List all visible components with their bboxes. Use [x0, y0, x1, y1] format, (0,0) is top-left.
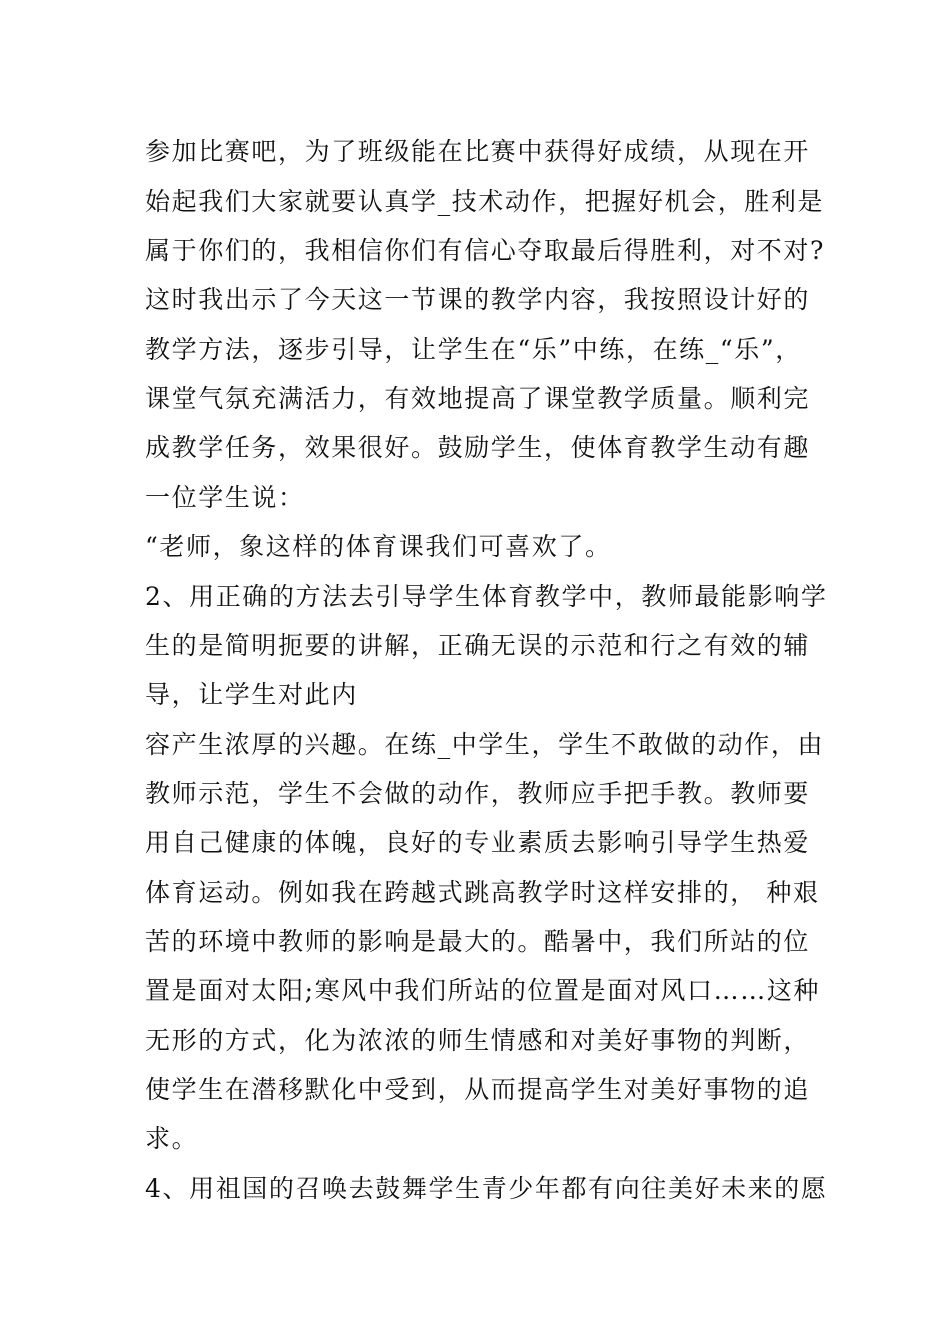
text-line: 求。 — [145, 1124, 199, 1153]
text-line: 使学生在潜移默化中受到，从而提高学生对美好事物的追 — [145, 1075, 811, 1104]
text-line: 教师示范，学生不会做的动作，教师应手把手教。教师要 — [145, 779, 811, 808]
text-line: 参加比赛吧，为了班级能在比赛中获得好成绩，从现在开 — [145, 137, 811, 166]
text-line: 体育运动。例如我在跨越式跳高教学时这样安排的， 种艰 — [145, 878, 820, 907]
text-line: 这时我出示了今天这一节课的教学内容，我按照设计好的 — [145, 285, 811, 314]
text-line: 一位学生说： — [145, 483, 305, 512]
text-line: 2、用正确的方法去引导学生体育教学中，教师最能影响学 — [145, 582, 828, 611]
text-line: 导，让学生对此内 — [145, 680, 358, 709]
text-line: 无形的方式，化为浓浓的师生情感和对美好事物的判断， — [145, 1026, 811, 1055]
text-line: 成教学任务，效果很好。鼓励学生，使体育教学生动有趣 — [145, 433, 811, 462]
text-line: 置是面对太阳;寒风中我们所站的位置是面对风口……这种 — [145, 976, 821, 1005]
text-line: 苦的环境中教师的影响是最大的。酷暑中，我们所站的位 — [145, 927, 811, 956]
text-line: 用自己健康的体魄，良好的专业素质去影响引导学生热爱 — [145, 828, 811, 857]
text-line: 教学方法，逐步引导，让学生在“乐”中练，在练_“乐”， — [145, 335, 802, 364]
text-line: “老师，象这样的体育课我们可喜欢了。 — [145, 532, 612, 561]
text-line: 生的是简明扼要的讲解，正确无误的示范和行之有效的辅 — [145, 631, 811, 660]
text-line: 4、用祖国的召唤去鼓舞学生青少年都有向往美好未来的愿 — [145, 1174, 828, 1203]
text-line: 属于你们的，我相信你们有信心夺取最后得胜利，对不对? — [145, 236, 826, 265]
text-line: 始起我们大家就要认真学_技术动作，把握好机会，胜利是 — [145, 187, 825, 216]
text-line: 容产生浓厚的兴趣。在练_中学生，学生不敢做的动作，由 — [145, 730, 825, 759]
text-line: 课堂气氛充满活力，有效地提高了课堂教学质量。顺利完 — [145, 384, 811, 413]
